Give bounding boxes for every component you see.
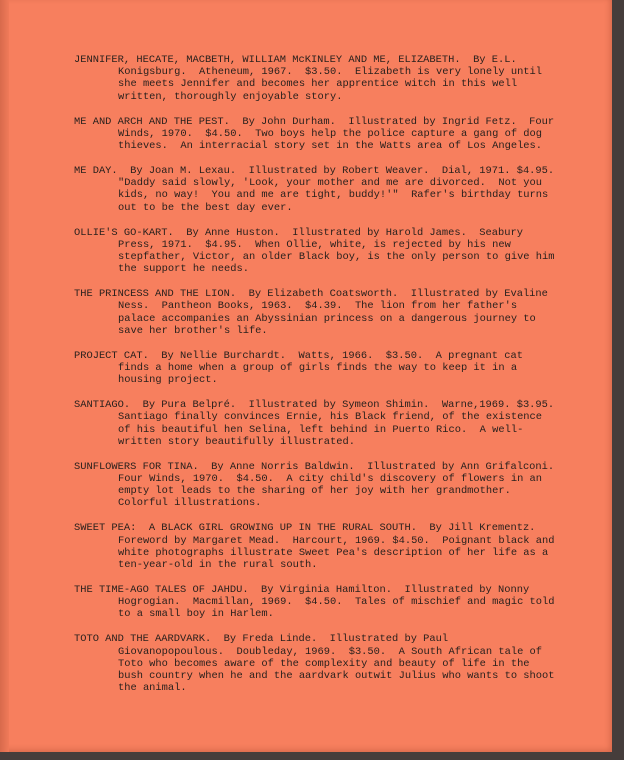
bibliography-entry: OLLIE'S GO-KART. By Anne Huston. Illustrated by Harold James. Seabury Press, 1971. $4.95. When Ollie, white, is rejected by his new stepfather, Victor, an older Black boy, is the only person to give him the support he needs. bbox=[74, 226, 561, 276]
bibliography-entry: THE TIME-AGO TALES OF JAHDU. By Virginia Hamilton. Illustrated by Nonny Hogrogian. Macmillan, 1969. $4.50. Tales of mischief and magic told to a small boy in Harlem. bbox=[74, 584, 561, 621]
bibliography-entry: SUNFLOWERS FOR TINA. By Anne Norris Baldwin. Illustrated by Ann Grifalconi. Four Winds, 1970. $4.50. A city child's discovery of flowers in an empty lot leads to the sharing of her joy with her grandmother. Colorful illustrations. bbox=[74, 460, 567, 510]
bibliography-list bbox=[74, 54, 567, 707]
bibliography-entry: SANTIAGO. By Pura Belpré. Illustrated by Symeon Shimin. Warne,1969. $3.95. Santiago finally convinces Ernie, his Black friend, of the existence of his beautiful hen Selina, left behind in Puerto Rico. A well-written story beautifully illustrated. bbox=[74, 399, 567, 448]
bibliography-entry: ME DAY. By Joan M. Lexau. Illustrated by Robert Weaver. Dial, 1971. $4.95. "Daddy said slowly, 'Look, your mother and me are divorced. Not you kids, no way! You and me are tight, buddy!'" Rafer's birthday turns out to be the best day ever. bbox=[74, 165, 567, 214]
bibliography-entry: JENNIFER, HECATE, MACBETH, WILLIAM McKINLEY AND ME, ELIZABETH. By E.L. Konigsburg. Atheneum, 1967. $3.50. Elizabeth is very lonely until she meets Jennifer and becomes her apprentice witch in this well written, thoroughly enjoyable story. bbox=[74, 54, 549, 103]
bibliography-entry: SWEET PEA: A BLACK GIRL GROWING UP IN THE RURAL SOUTH. By Jill Krementz. Foreword by Margaret Mead. Harcourt, 1969. $4.50. Poignant black and white photographs illustrate Sweet Pea's description of her life as a ten-year-old in the rural south. bbox=[74, 522, 561, 572]
bibliography-entry: ME AND ARCH AND THE PEST. By John Durham. Illustrated by Ingrid Fetz. Four Winds, 1970. $4.50. Two boys help the police capture a gang of dog thieves. An interracial story set in the Watts area of Los Angeles. bbox=[74, 115, 561, 153]
bibliography-entry: THE PRINCESS AND THE LION. By Elizabeth Coatsworth. Illustrated by Evaline Ness. Pantheon Books, 1963. $4.39. The lion from her father's palace accompanies an Abyssinian princess on a dangerous journey to save her brother's life. bbox=[74, 288, 555, 337]
bibliography-entry: TOTO AND THE AARDVARK. By Freda Linde. Illustrated by Paul Giovanopopoulous. Doubleday, 1969. $3.50. A South African tale of Toto who becomes aware of the complexity and beauty of life in the bush country when he and the aardvark outwit Julius who wants to shoot the animal. bbox=[74, 633, 561, 695]
page-binding-edge bbox=[0, 0, 9, 752]
bibliography-entry: PROJECT CAT. By Nellie Burchardt. Watts, 1966. $3.50. A pregnant cat finds a home when a group of girls finds the way to keep it in a housing project. bbox=[74, 349, 530, 387]
